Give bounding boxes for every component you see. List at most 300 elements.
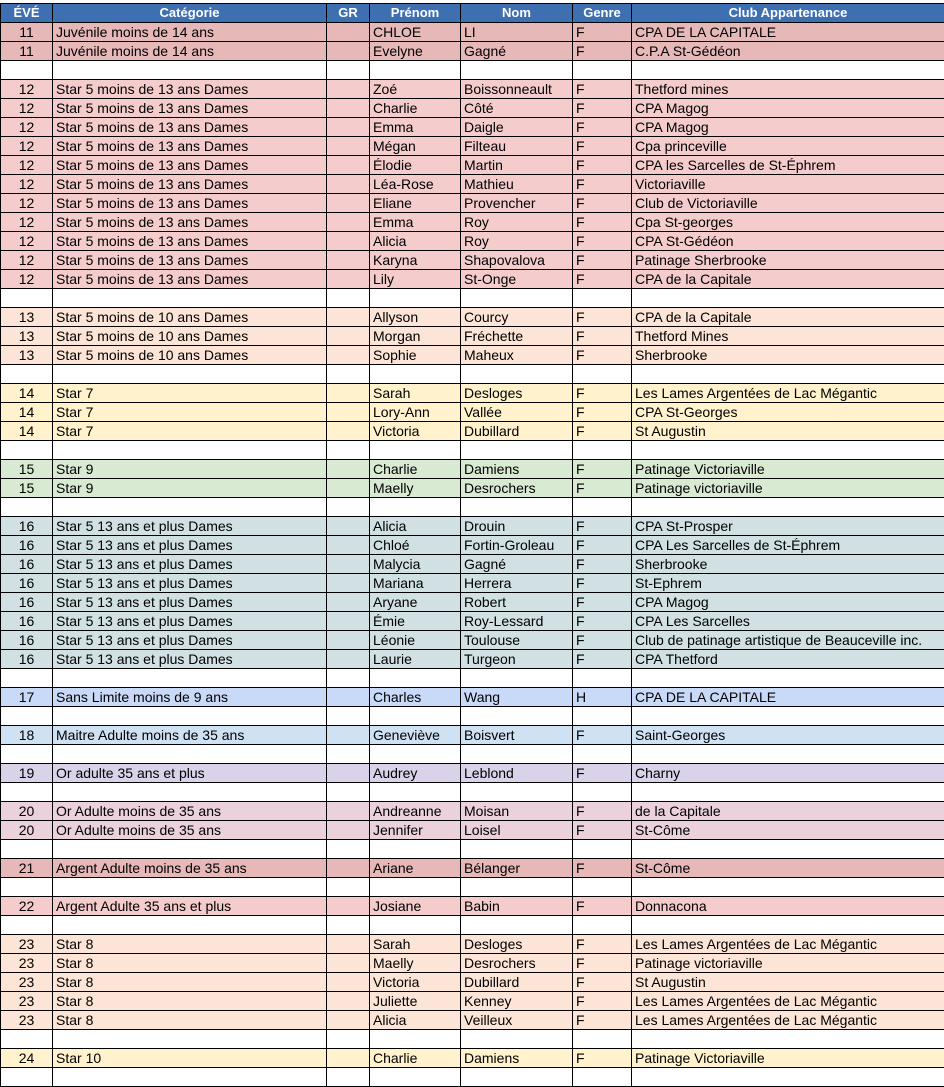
cell-eve[interactable]: 11 [1,42,53,61]
cell-club[interactable]: Donnacona [632,897,944,916]
cell-club[interactable]: Thetford Mines [632,327,944,346]
cell-categorie[interactable]: Star 5 moins de 13 ans Dames [53,194,327,213]
cell-nom[interactable]: Desloges [461,935,573,954]
cell-prenom[interactable]: Karyna [370,251,461,270]
header-gr[interactable]: GR [327,4,370,23]
cell-categorie[interactable]: Argent Adulte 35 ans et plus [53,897,327,916]
cell-nom[interactable] [461,365,573,384]
cell-eve[interactable]: 12 [1,99,53,118]
cell-club[interactable]: Les Lames Argentées de Lac Mégantic [632,384,944,403]
cell-eve[interactable]: 12 [1,118,53,137]
cell-club[interactable]: C.P.A St-Gédéon [632,42,944,61]
cell-categorie[interactable]: Star 5 moins de 13 ans Dames [53,118,327,137]
cell-prenom[interactable] [370,840,461,859]
cell-categorie[interactable] [53,916,327,935]
cell-nom[interactable]: Wang [461,688,573,707]
cell-genre[interactable] [573,1068,632,1087]
cell-club[interactable]: CPA Les Sarcelles [632,612,944,631]
cell-genre[interactable]: F [573,99,632,118]
cell-eve[interactable]: 13 [1,346,53,365]
cell-eve[interactable]: 17 [1,688,53,707]
cell-prenom[interactable]: Charles [370,688,461,707]
cell-club[interactable]: Club de Victoriaville [632,194,944,213]
cell-nom[interactable]: Roy-Lessard [461,612,573,631]
cell-eve[interactable] [1,289,53,308]
cell-club[interactable] [632,669,944,688]
cell-nom[interactable]: Damiens [461,1049,573,1068]
cell-nom[interactable]: Shapovalova [461,251,573,270]
cell-club[interactable] [632,498,944,517]
cell-genre[interactable]: F [573,156,632,175]
cell-nom[interactable]: Roy [461,213,573,232]
cell-genre[interactable] [573,916,632,935]
cell-eve[interactable]: 20 [1,802,53,821]
cell-categorie[interactable]: Star 9 [53,460,327,479]
cell-gr[interactable] [327,536,370,555]
cell-club[interactable]: CPA Magog [632,593,944,612]
cell-prenom[interactable]: Morgan [370,327,461,346]
cell-genre[interactable]: F [573,574,632,593]
cell-eve[interactable] [1,365,53,384]
cell-categorie[interactable]: Star 5 moins de 13 ans Dames [53,156,327,175]
cell-genre[interactable]: F [573,1049,632,1068]
cell-eve[interactable] [1,840,53,859]
cell-prenom[interactable] [370,289,461,308]
cell-gr[interactable] [327,403,370,422]
cell-categorie[interactable] [53,289,327,308]
header-club[interactable]: Club Appartenance [632,4,944,23]
cell-categorie[interactable]: Star 8 [53,935,327,954]
cell-genre[interactable] [573,498,632,517]
cell-gr[interactable] [327,251,370,270]
cell-club[interactable]: Saint-Georges [632,726,944,745]
cell-categorie[interactable]: Star 5 moins de 13 ans Dames [53,213,327,232]
cell-nom[interactable]: Filteau [461,137,573,156]
cell-nom[interactable]: Robert [461,593,573,612]
cell-club[interactable]: St-Ephrem [632,574,944,593]
cell-categorie[interactable] [53,745,327,764]
cell-gr[interactable] [327,954,370,973]
cell-club[interactable]: Patinage Victoriaville [632,1049,944,1068]
cell-club[interactable]: Les Lames Argentées de Lac Mégantic [632,992,944,1011]
cell-gr[interactable] [327,194,370,213]
cell-genre[interactable]: F [573,612,632,631]
cell-categorie[interactable] [53,878,327,897]
cell-nom[interactable]: Gagné [461,555,573,574]
cell-nom[interactable]: Leblond [461,764,573,783]
cell-genre[interactable]: F [573,992,632,1011]
cell-prenom[interactable]: Audrey [370,764,461,783]
cell-genre[interactable]: F [573,80,632,99]
cell-nom[interactable]: Kenney [461,992,573,1011]
cell-genre[interactable] [573,289,632,308]
cell-eve[interactable]: 12 [1,251,53,270]
cell-prenom[interactable] [370,745,461,764]
cell-gr[interactable] [327,688,370,707]
cell-gr[interactable] [327,783,370,802]
cell-club[interactable]: Thetford mines [632,80,944,99]
cell-categorie[interactable]: Star 5 moins de 13 ans Dames [53,270,327,289]
cell-club[interactable] [632,878,944,897]
cell-nom[interactable]: Toulouse [461,631,573,650]
cell-eve[interactable]: 19 [1,764,53,783]
cell-gr[interactable] [327,992,370,1011]
cell-genre[interactable] [573,745,632,764]
cell-gr[interactable] [327,422,370,441]
cell-categorie[interactable]: Star 5 13 ans et plus Dames [53,631,327,650]
cell-genre[interactable]: F [573,631,632,650]
cell-categorie[interactable]: Or Adulte moins de 35 ans [53,802,327,821]
cell-gr[interactable] [327,23,370,42]
cell-prenom[interactable]: Maelly [370,954,461,973]
cell-genre[interactable]: F [573,764,632,783]
cell-eve[interactable]: 24 [1,1049,53,1068]
cell-categorie[interactable]: Star 7 [53,403,327,422]
cell-nom[interactable]: Desrochers [461,479,573,498]
cell-gr[interactable] [327,840,370,859]
cell-gr[interactable] [327,897,370,916]
cell-eve[interactable]: 16 [1,574,53,593]
cell-eve[interactable]: 18 [1,726,53,745]
cell-eve[interactable]: 20 [1,821,53,840]
cell-nom[interactable]: LI [461,23,573,42]
cell-gr[interactable] [327,99,370,118]
cell-genre[interactable]: F [573,726,632,745]
cell-club[interactable]: Victoriaville [632,175,944,194]
cell-genre[interactable] [573,1030,632,1049]
cell-categorie[interactable] [53,365,327,384]
cell-eve[interactable]: 15 [1,479,53,498]
cell-genre[interactable] [573,840,632,859]
cell-genre[interactable]: F [573,1011,632,1030]
cell-gr[interactable] [327,1011,370,1030]
cell-prenom[interactable]: Josiane [370,897,461,916]
cell-genre[interactable]: H [573,688,632,707]
cell-prenom[interactable]: Sophie [370,346,461,365]
cell-gr[interactable] [327,42,370,61]
cell-nom[interactable] [461,707,573,726]
cell-eve[interactable]: 14 [1,422,53,441]
cell-prenom[interactable]: Evelyne [370,42,461,61]
cell-club[interactable]: St Augustin [632,422,944,441]
cell-nom[interactable]: Bélanger [461,859,573,878]
cell-genre[interactable]: F [573,859,632,878]
cell-eve[interactable]: 12 [1,213,53,232]
cell-gr[interactable] [327,745,370,764]
cell-prenom[interactable]: Laurie [370,650,461,669]
cell-prenom[interactable]: Léa-Rose [370,175,461,194]
cell-prenom[interactable]: Léonie [370,631,461,650]
cell-prenom[interactable]: Alicia [370,232,461,251]
cell-categorie[interactable]: Star 5 13 ans et plus Dames [53,612,327,631]
cell-gr[interactable] [327,1068,370,1087]
cell-categorie[interactable]: Juvénile moins de 14 ans [53,23,327,42]
cell-prenom[interactable] [370,61,461,80]
cell-club[interactable]: CPA de la Capitale [632,270,944,289]
cell-nom[interactable]: Provencher [461,194,573,213]
cell-genre[interactable]: F [573,821,632,840]
cell-gr[interactable] [327,764,370,783]
cell-nom[interactable]: Daigle [461,118,573,137]
cell-categorie[interactable]: Maitre Adulte moins de 35 ans [53,726,327,745]
cell-prenom[interactable]: Eliane [370,194,461,213]
cell-prenom[interactable]: Alicia [370,1011,461,1030]
cell-genre[interactable]: F [573,422,632,441]
cell-prenom[interactable]: Mariana [370,574,461,593]
cell-categorie[interactable]: Star 8 [53,954,327,973]
cell-nom[interactable] [461,441,573,460]
cell-eve[interactable] [1,1030,53,1049]
cell-nom[interactable] [461,61,573,80]
cell-prenom[interactable] [370,916,461,935]
cell-eve[interactable] [1,878,53,897]
cell-nom[interactable] [461,840,573,859]
cell-categorie[interactable]: Star 9 [53,479,327,498]
cell-nom[interactable]: Boissonneault [461,80,573,99]
cell-prenom[interactable]: Lily [370,270,461,289]
header-eve[interactable]: ÉVÉ [1,4,53,23]
header-categorie[interactable]: Catégorie [53,4,327,23]
cell-club[interactable]: CPA DE LA CAPITALE [632,23,944,42]
cell-genre[interactable] [573,669,632,688]
cell-prenom[interactable]: Allyson [370,308,461,327]
cell-categorie[interactable]: Star 5 moins de 13 ans Dames [53,80,327,99]
cell-eve[interactable]: 23 [1,973,53,992]
cell-eve[interactable]: 12 [1,137,53,156]
cell-categorie[interactable]: Or Adulte moins de 35 ans [53,821,327,840]
cell-eve[interactable] [1,916,53,935]
cell-club[interactable]: CPA les Sarcelles de St-Éphrem [632,156,944,175]
cell-gr[interactable] [327,61,370,80]
cell-nom[interactable]: Moisan [461,802,573,821]
cell-gr[interactable] [327,726,370,745]
cell-categorie[interactable]: Star 7 [53,422,327,441]
cell-gr[interactable] [327,650,370,669]
cell-gr[interactable] [327,1030,370,1049]
cell-eve[interactable]: 12 [1,194,53,213]
cell-prenom[interactable]: Andreanne [370,802,461,821]
cell-gr[interactable] [327,517,370,536]
cell-genre[interactable]: F [573,536,632,555]
cell-gr[interactable] [327,707,370,726]
cell-genre[interactable] [573,878,632,897]
cell-eve[interactable]: 14 [1,384,53,403]
cell-prenom[interactable] [370,783,461,802]
cell-prenom[interactable]: Alicia [370,517,461,536]
cell-gr[interactable] [327,308,370,327]
cell-genre[interactable]: F [573,403,632,422]
cell-prenom[interactable]: Emma [370,118,461,137]
cell-nom[interactable]: Maheux [461,346,573,365]
cell-nom[interactable]: Drouin [461,517,573,536]
cell-categorie[interactable] [53,61,327,80]
cell-gr[interactable] [327,973,370,992]
cell-eve[interactable]: 16 [1,631,53,650]
cell-gr[interactable] [327,498,370,517]
cell-eve[interactable]: 13 [1,327,53,346]
cell-prenom[interactable] [370,498,461,517]
cell-eve[interactable]: 16 [1,612,53,631]
cell-nom[interactable]: Herrera [461,574,573,593]
cell-eve[interactable]: 16 [1,650,53,669]
cell-genre[interactable]: F [573,517,632,536]
cell-prenom[interactable]: Mégan [370,137,461,156]
cell-club[interactable]: CPA Les Sarcelles de St-Éphrem [632,536,944,555]
cell-genre[interactable]: F [573,935,632,954]
cell-genre[interactable]: F [573,954,632,973]
cell-prenom[interactable] [370,365,461,384]
cell-nom[interactable]: Dubillard [461,973,573,992]
cell-genre[interactable] [573,707,632,726]
cell-club[interactable] [632,916,944,935]
cell-gr[interactable] [327,802,370,821]
cell-club[interactable]: Les Lames Argentées de Lac Mégantic [632,1011,944,1030]
cell-genre[interactable] [573,61,632,80]
cell-club[interactable]: Charny [632,764,944,783]
cell-genre[interactable]: F [573,308,632,327]
cell-eve[interactable]: 12 [1,270,53,289]
cell-club[interactable] [632,61,944,80]
cell-club[interactable]: Sherbrooke [632,346,944,365]
cell-prenom[interactable] [370,669,461,688]
cell-genre[interactable] [573,783,632,802]
cell-categorie[interactable] [53,1030,327,1049]
cell-prenom[interactable]: Victoria [370,973,461,992]
cell-gr[interactable] [327,574,370,593]
cell-categorie[interactable]: Star 5 moins de 10 ans Dames [53,308,327,327]
cell-gr[interactable] [327,213,370,232]
cell-nom[interactable]: Gagné [461,42,573,61]
cell-genre[interactable]: F [573,327,632,346]
cell-eve[interactable]: 16 [1,517,53,536]
cell-genre[interactable]: F [573,118,632,137]
cell-gr[interactable] [327,118,370,137]
cell-gr[interactable] [327,137,370,156]
cell-prenom[interactable] [370,1030,461,1049]
cell-prenom[interactable] [370,878,461,897]
cell-gr[interactable] [327,156,370,175]
cell-club[interactable]: CPA DE LA CAPITALE [632,688,944,707]
cell-eve[interactable]: 14 [1,403,53,422]
cell-eve[interactable]: 22 [1,897,53,916]
cell-gr[interactable] [327,859,370,878]
cell-prenom[interactable]: Chloé [370,536,461,555]
cell-genre[interactable] [573,441,632,460]
cell-prenom[interactable]: Émie [370,612,461,631]
cell-prenom[interactable]: Sarah [370,935,461,954]
cell-prenom[interactable]: Charlie [370,99,461,118]
cell-club[interactable]: CPA St-Prosper [632,517,944,536]
cell-prenom[interactable]: Geneviève [370,726,461,745]
cell-nom[interactable]: Dubillard [461,422,573,441]
cell-eve[interactable]: 23 [1,935,53,954]
cell-prenom[interactable]: Aryane [370,593,461,612]
cell-club[interactable] [632,707,944,726]
cell-eve[interactable]: 12 [1,156,53,175]
cell-club[interactable]: Cpa princeville [632,137,944,156]
cell-categorie[interactable] [53,498,327,517]
cell-nom[interactable]: Desrochers [461,954,573,973]
cell-categorie[interactable]: Star 5 moins de 10 ans Dames [53,327,327,346]
cell-eve[interactable] [1,498,53,517]
cell-genre[interactable]: F [573,137,632,156]
cell-gr[interactable] [327,878,370,897]
cell-club[interactable] [632,1068,944,1087]
cell-club[interactable] [632,441,944,460]
cell-eve[interactable]: 16 [1,536,53,555]
cell-nom[interactable]: Fortin-Groleau [461,536,573,555]
cell-categorie[interactable] [53,1068,327,1087]
cell-genre[interactable]: F [573,213,632,232]
cell-categorie[interactable]: Argent Adulte moins de 35 ans [53,859,327,878]
cell-gr[interactable] [327,935,370,954]
cell-prenom[interactable]: Victoria [370,422,461,441]
cell-eve[interactable]: 23 [1,954,53,973]
cell-eve[interactable] [1,61,53,80]
cell-club[interactable]: CPA Thetford [632,650,944,669]
cell-genre[interactable]: F [573,973,632,992]
cell-eve[interactable]: 12 [1,80,53,99]
cell-nom[interactable]: Desloges [461,384,573,403]
cell-categorie[interactable]: Star 5 moins de 13 ans Dames [53,99,327,118]
cell-nom[interactable] [461,1030,573,1049]
cell-gr[interactable] [327,327,370,346]
cell-genre[interactable]: F [573,593,632,612]
cell-nom[interactable] [461,783,573,802]
cell-genre[interactable]: F [573,650,632,669]
cell-nom[interactable] [461,745,573,764]
cell-categorie[interactable]: Star 5 13 ans et plus Dames [53,650,327,669]
cell-gr[interactable] [327,175,370,194]
cell-categorie[interactable] [53,783,327,802]
cell-prenom[interactable] [370,707,461,726]
cell-club[interactable]: de la Capitale [632,802,944,821]
cell-club[interactable]: Patinage Sherbrooke [632,251,944,270]
cell-eve[interactable]: 12 [1,175,53,194]
cell-nom[interactable]: Turgeon [461,650,573,669]
cell-prenom[interactable]: CHLOE [370,23,461,42]
cell-club[interactable]: CPA de la Capitale [632,308,944,327]
cell-genre[interactable]: F [573,555,632,574]
cell-categorie[interactable]: Star 5 moins de 13 ans Dames [53,137,327,156]
cell-categorie[interactable] [53,707,327,726]
cell-eve[interactable]: 12 [1,232,53,251]
cell-eve[interactable]: 16 [1,555,53,574]
header-prenom[interactable]: Prénom [370,4,461,23]
cell-eve[interactable] [1,669,53,688]
cell-categorie[interactable]: Star 5 moins de 10 ans Dames [53,346,327,365]
cell-club[interactable] [632,1030,944,1049]
cell-prenom[interactable] [370,441,461,460]
cell-club[interactable] [632,783,944,802]
header-genre[interactable]: Genre [573,4,632,23]
cell-gr[interactable] [327,365,370,384]
cell-gr[interactable] [327,460,370,479]
cell-club[interactable]: Patinage victoriaville [632,479,944,498]
cell-club[interactable]: St-Côme [632,859,944,878]
cell-gr[interactable] [327,612,370,631]
cell-categorie[interactable]: Star 10 [53,1049,327,1068]
cell-genre[interactable]: F [573,384,632,403]
cell-prenom[interactable]: Charlie [370,460,461,479]
cell-gr[interactable] [327,631,370,650]
cell-prenom[interactable]: Sarah [370,384,461,403]
cell-eve[interactable]: 15 [1,460,53,479]
cell-categorie[interactable]: Star 8 [53,992,327,1011]
cell-prenom[interactable]: Jennifer [370,821,461,840]
cell-categorie[interactable] [53,441,327,460]
cell-gr[interactable] [327,441,370,460]
